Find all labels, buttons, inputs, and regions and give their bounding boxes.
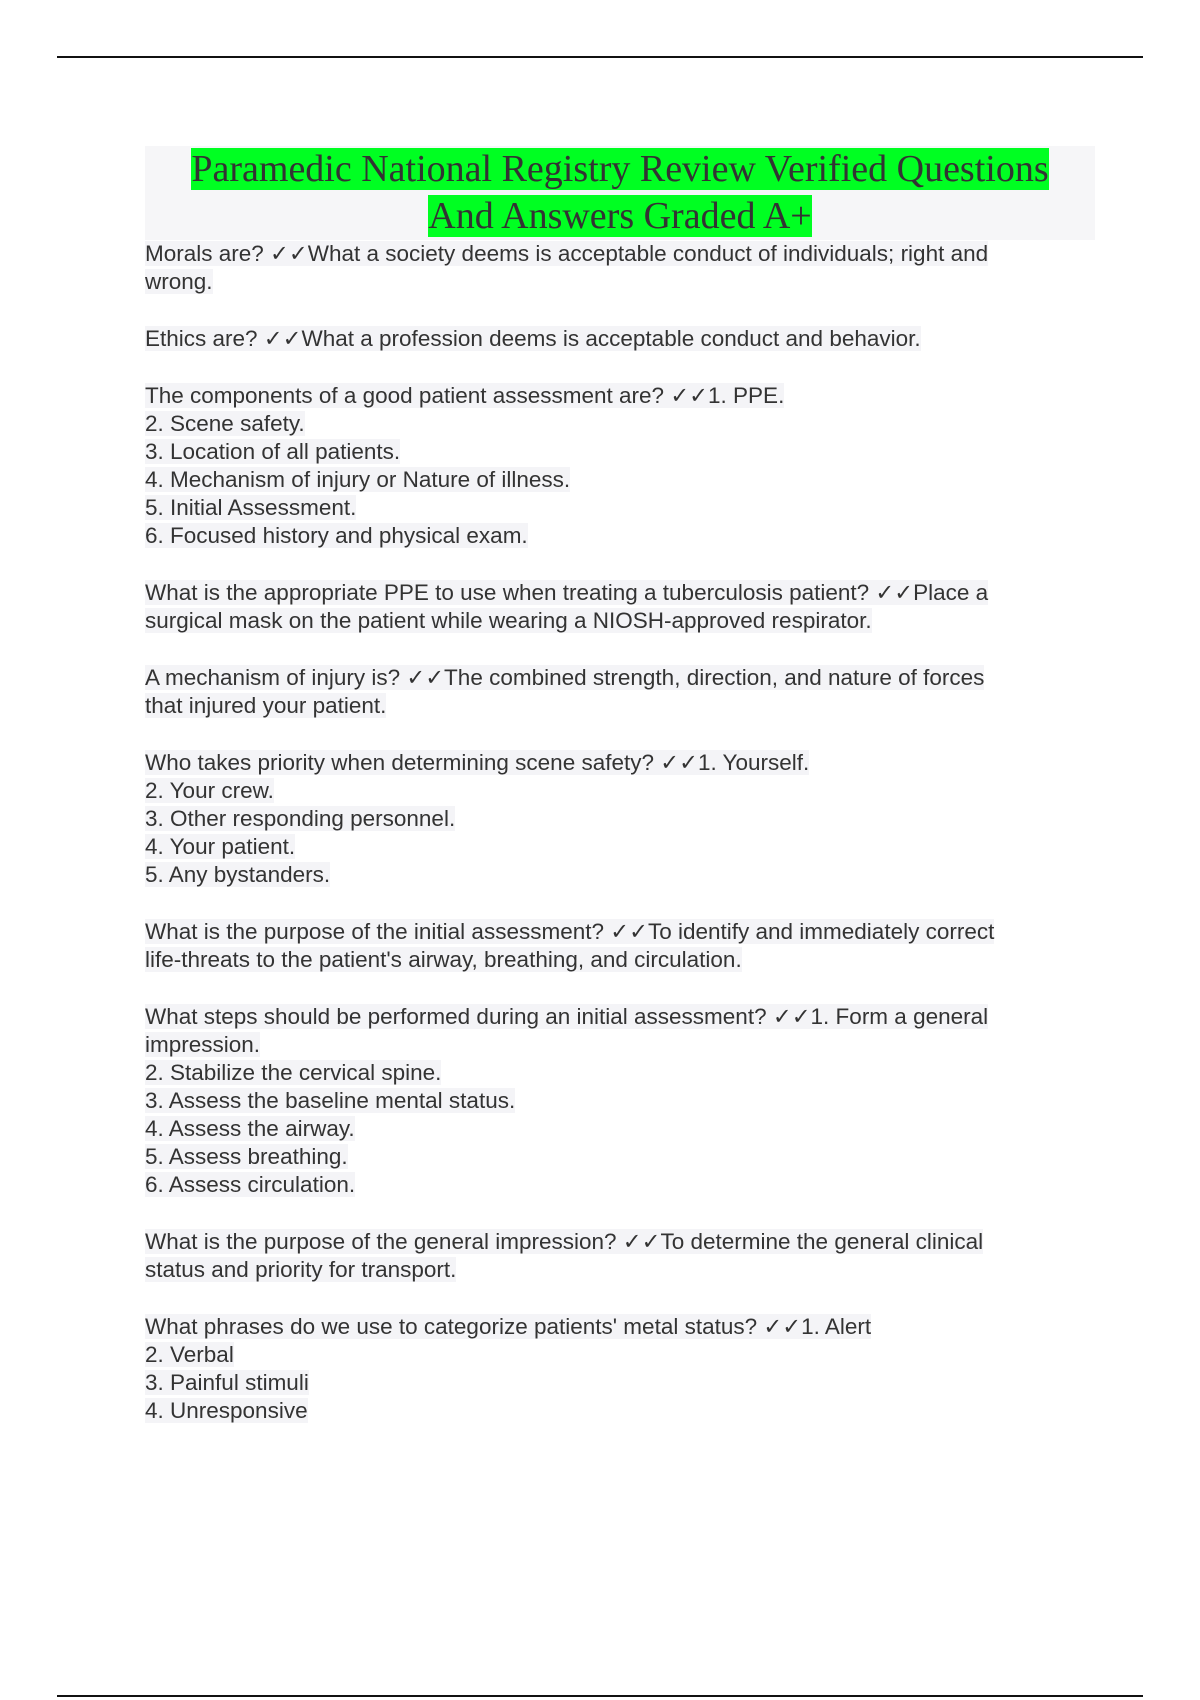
qa-line-text: What is the purpose of the general impression? ✓✓To determine the general clinical <box>145 1229 984 1254</box>
qa-line-text: A mechanism of injury is? ✓✓The combined strength, direction, and nature of forces <box>145 665 985 690</box>
qa-line-text: 2. Scene safety. <box>145 411 305 436</box>
qa-line-text: 4. Mechanism of injury or Nature of illness. <box>145 467 571 492</box>
qa-line-text: The components of a good patient assessment are? ✓✓1. PPE. <box>145 383 785 408</box>
qa-line-text: that injured your patient. <box>145 693 387 718</box>
qa-line-text: What is the purpose of the initial assessment? ✓✓To identify and immediately correct <box>145 919 995 944</box>
qa-question-line <box>145 1003 1095 1031</box>
title-line-1: Paramedic National Registry Review Verified Questions <box>191 148 1049 190</box>
qa-question-line <box>145 664 1095 692</box>
qa-line-text: 3. Other responding personnel. <box>145 806 456 831</box>
document-body <box>145 146 1095 1454</box>
qa-line-text: 4. Unresponsive <box>145 1398 308 1423</box>
qa-answer-line <box>145 494 1095 522</box>
qa-answer-line <box>145 692 1095 720</box>
qa-line-text: 2. Your crew. <box>145 778 274 803</box>
qa-answer-line <box>145 805 1095 833</box>
qa-line-text: 5. Initial Assessment. <box>145 495 357 520</box>
qa-line-text: status and priority for transport. <box>145 1257 457 1282</box>
qa-line-text: Who takes priority when determining scene safety? ✓✓1. Yourself. <box>145 750 810 775</box>
page-bottom-rule <box>57 1695 1143 1697</box>
qa-entry <box>145 240 1095 296</box>
qa-entry <box>145 382 1095 550</box>
qa-answer-line <box>145 1397 1095 1425</box>
qa-entry <box>145 1003 1095 1199</box>
qa-answer-line <box>145 1369 1095 1397</box>
qa-entry <box>145 325 1095 353</box>
qa-entry <box>145 1228 1095 1284</box>
qa-entry <box>145 749 1095 889</box>
qa-line-text: What steps should be performed during an initial assessment? ✓✓1. Form a general <box>145 1004 989 1029</box>
qa-line-text: 5. Any bystanders. <box>145 862 331 887</box>
qa-answer-line <box>145 466 1095 494</box>
qa-line-text: life-threats to the patient's airway, breathing, and circulation. <box>145 947 742 972</box>
qa-answer-line <box>145 861 1095 889</box>
qa-line-text: 2. Verbal <box>145 1342 234 1367</box>
qa-line-text: 4. Assess the airway. <box>145 1116 355 1141</box>
qa-question-line <box>145 749 1095 777</box>
qa-entry <box>145 579 1095 635</box>
qa-answer-line <box>145 438 1095 466</box>
qa-line-text: 3. Painful stimuli <box>145 1370 309 1395</box>
qa-answer-line <box>145 1115 1095 1143</box>
qa-answer-line <box>145 410 1095 438</box>
qa-line-text: 3. Location of all patients. <box>145 439 401 464</box>
qa-question-line <box>145 325 1095 353</box>
qa-answer-line <box>145 1256 1095 1284</box>
qa-answer-line <box>145 1171 1095 1199</box>
qa-line-text: wrong. <box>145 269 213 294</box>
qa-answer-line <box>145 777 1095 805</box>
title-line-2: And Answers Graded A+ <box>428 195 812 237</box>
qa-question-line <box>145 918 1095 946</box>
qa-answer-line <box>145 1031 1095 1059</box>
qa-line-text: 2. Stabilize the cervical spine. <box>145 1060 442 1085</box>
qa-line-text: What is the appropriate PPE to use when treating a tuberculosis patient? ✓✓Place a <box>145 580 989 605</box>
qa-line-text: What phrases do we use to categorize patients' metal status? ✓✓1. Alert <box>145 1314 872 1339</box>
qa-line-text: impression. <box>145 1032 261 1057</box>
qa-question-line <box>145 579 1095 607</box>
qa-question-line <box>145 240 1095 268</box>
qa-line-text: Morals are? ✓✓What a society deems is acceptable conduct of individuals; right and <box>145 241 989 266</box>
qa-line-text: 3. Assess the baseline mental status. <box>145 1088 516 1113</box>
qa-line-text: surgical mask on the patient while wearing a NIOSH-approved respirator. <box>145 608 872 633</box>
qa-entry <box>145 918 1095 974</box>
qa-answer-line <box>145 522 1095 550</box>
qa-list <box>145 240 1095 1425</box>
qa-question-line <box>145 1313 1095 1341</box>
qa-answer-line <box>145 268 1095 296</box>
qa-question-line <box>145 1228 1095 1256</box>
qa-entry <box>145 664 1095 720</box>
qa-line-text: 4. Your patient. <box>145 834 296 859</box>
document-title <box>145 146 1095 240</box>
qa-entry <box>145 1313 1095 1425</box>
qa-line-text: Ethics are? ✓✓What a profession deems is acceptable conduct and behavior. <box>145 326 921 351</box>
qa-answer-line <box>145 1087 1095 1115</box>
page-top-rule <box>57 56 1143 58</box>
qa-answer-line <box>145 946 1095 974</box>
qa-answer-line <box>145 607 1095 635</box>
qa-question-line <box>145 382 1095 410</box>
qa-line-text: 6. Focused history and physical exam. <box>145 523 528 548</box>
qa-answer-line <box>145 1059 1095 1087</box>
qa-answer-line <box>145 833 1095 861</box>
qa-line-text: 5. Assess breathing. <box>145 1144 348 1169</box>
qa-line-text: 6. Assess circulation. <box>145 1172 356 1197</box>
qa-answer-line <box>145 1143 1095 1171</box>
qa-answer-line <box>145 1341 1095 1369</box>
